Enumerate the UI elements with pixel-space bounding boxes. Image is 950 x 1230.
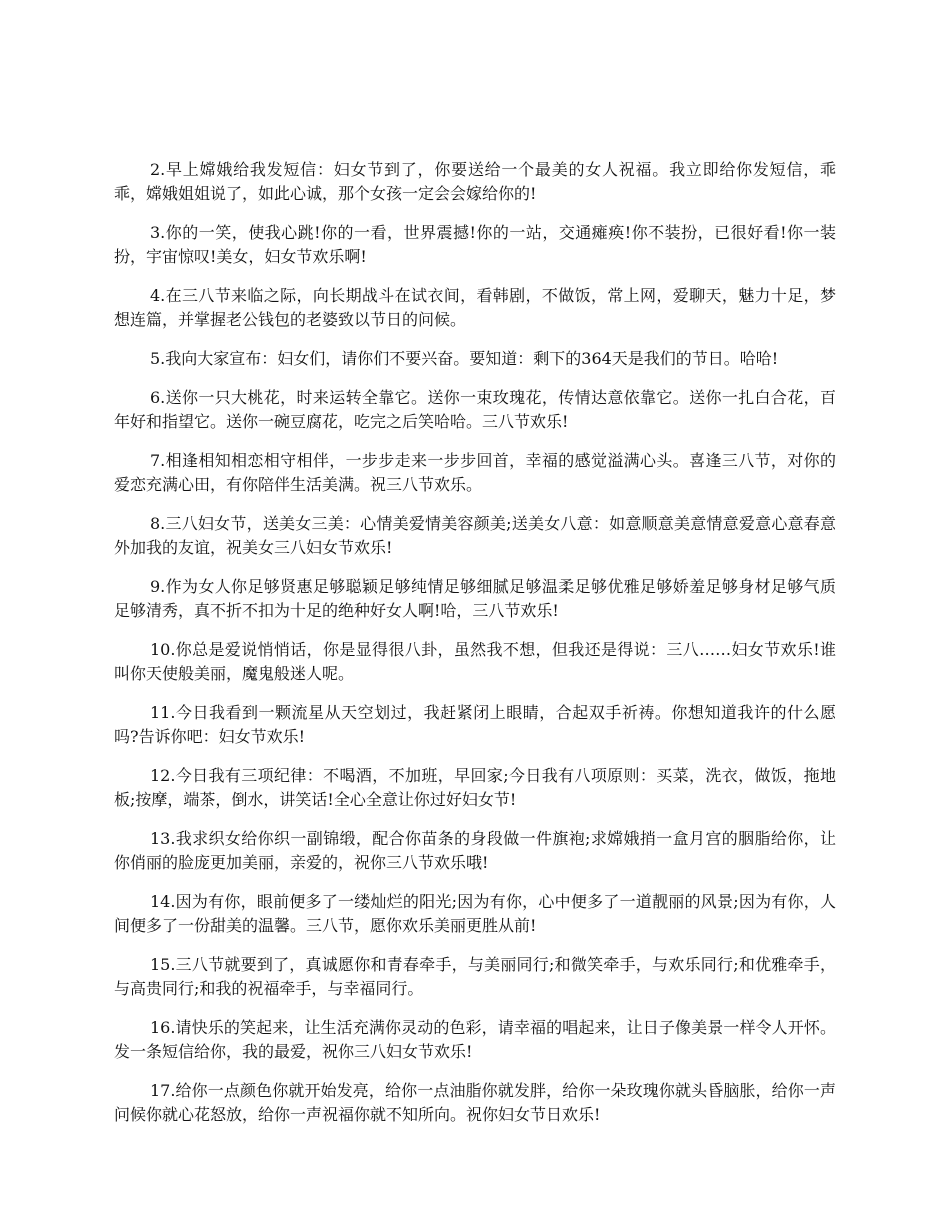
paragraph-6: 6.送你一只大桃花，时来运转全靠它。送你一束玫瑰花，传情达意依靠它。送你一扎白合花，百年好和指望它。送你一碗豆腐花，吃完之后笑哈哈。三八节欢乐! bbox=[114, 388, 836, 431]
paragraph-17: 17.给你一点颜色你就开始发亮，给你一点油脂你就发胖，给你一朵玫瑰你就头昏脑胀，给你一声问候你就心花怒放，给你一声祝福你就不知所向。祝你妇女节日欢乐! bbox=[114, 1081, 836, 1124]
document-body bbox=[114, 158, 836, 1142]
paragraph-14: 14.因为有你，眼前便多了一缕灿烂的阳光;因为有你，心中便多了一道靓丽的风景;因为有你，人间便多了一份甜美的温馨。三八节，愿你欢乐美丽更胜从前! bbox=[114, 892, 836, 935]
paragraph-4: 4.在三八节来临之际，向长期战斗在试衣间，看韩剧，不做饭，常上网，爱聊天，魅力十足，梦想连篇，并掌握老公钱包的老婆致以节日的问候。 bbox=[114, 286, 836, 329]
paragraph-10: 10.你总是爱说悄悄话，你是显得很八卦，虽然我不想，但我还是得说：三八……妇女节欢乐!谁叫你天使般美丽，魔鬼般迷人呢。 bbox=[114, 640, 836, 683]
paragraph-12: 12.今日我有三项纪律：不喝酒，不加班，早回家;今日我有八项原则：买菜，洗衣，做饭，拖地板;按摩，端茶，倒水，讲笑话!全心全意让你过好妇女节! bbox=[114, 766, 836, 809]
paragraph-8: 8.三八妇女节，送美女三美：心情美爱情美容颜美;送美女八意：如意顺意美意情意爱意心意春意外加我的友谊，祝美女三八妇女节欢乐! bbox=[114, 514, 836, 557]
paragraph-3: 3.你的一笑，使我心跳!你的一看，世界震撼!你的一站，交通瘫痪!你不装扮，已很好看!你一装扮，宇宙惊叹!美女，妇女节欢乐啊! bbox=[114, 223, 836, 266]
paragraph-11: 11.今日我看到一颗流星从天空划过，我赶紧闭上眼睛，合起双手祈祷。你想知道我许的什么愿吗?告诉你吧：妇女节欢乐! bbox=[114, 703, 836, 746]
paragraph-9: 9.作为女人你足够贤惠足够聪颖足够纯情足够细腻足够温柔足够优雅足够娇羞足够身材足够气质足够清秀，真不折不扣为十足的绝种好女人啊!哈，三八节欢乐! bbox=[114, 577, 836, 620]
paragraph-5: 5.我向大家宣布：妇女们，请你们不要兴奋。要知道：剩下的364天是我们的节日。哈哈! bbox=[150, 349, 779, 368]
paragraph-16: 16.请快乐的笑起来，让生活充满你灵动的色彩，请幸福的唱起来，让日子像美景一样令人开怀。发一条短信给你，我的最爱，祝你三八妇女节欢乐! bbox=[114, 1018, 836, 1061]
paragraph-7: 7.相逢相知相恋相守相伴，一步步走来一步步回首，幸福的感觉溢满心头。喜逢三八节，对你的爱恋充满心田，有你陪伴生活美满。祝三八节欢乐。 bbox=[114, 451, 836, 494]
paragraph-15: 15.三八节就要到了，真诚愿你和青春牵手，与美丽同行;和微笑牵手，与欢乐同行;和优雅牵手，与高贵同行;和我的祝福牵手，与幸福同行。 bbox=[114, 955, 836, 998]
paragraph-2: 2.早上嫦娥给我发短信：妇女节到了，你要送给一个最美的女人祝福。我立即给你发短信，乖乖，嫦娥姐姐说了，如此心诚，那个女孩一定会会嫁给你的! bbox=[114, 160, 836, 203]
paragraph-13: 13.我求织女给你织一副锦缎，配合你苗条的身段做一件旗袍;求嫦娥捎一盒月宫的胭脂给你，让你俏丽的脸庞更加美丽，亲爱的，祝你三八节欢乐哦! bbox=[114, 829, 836, 872]
